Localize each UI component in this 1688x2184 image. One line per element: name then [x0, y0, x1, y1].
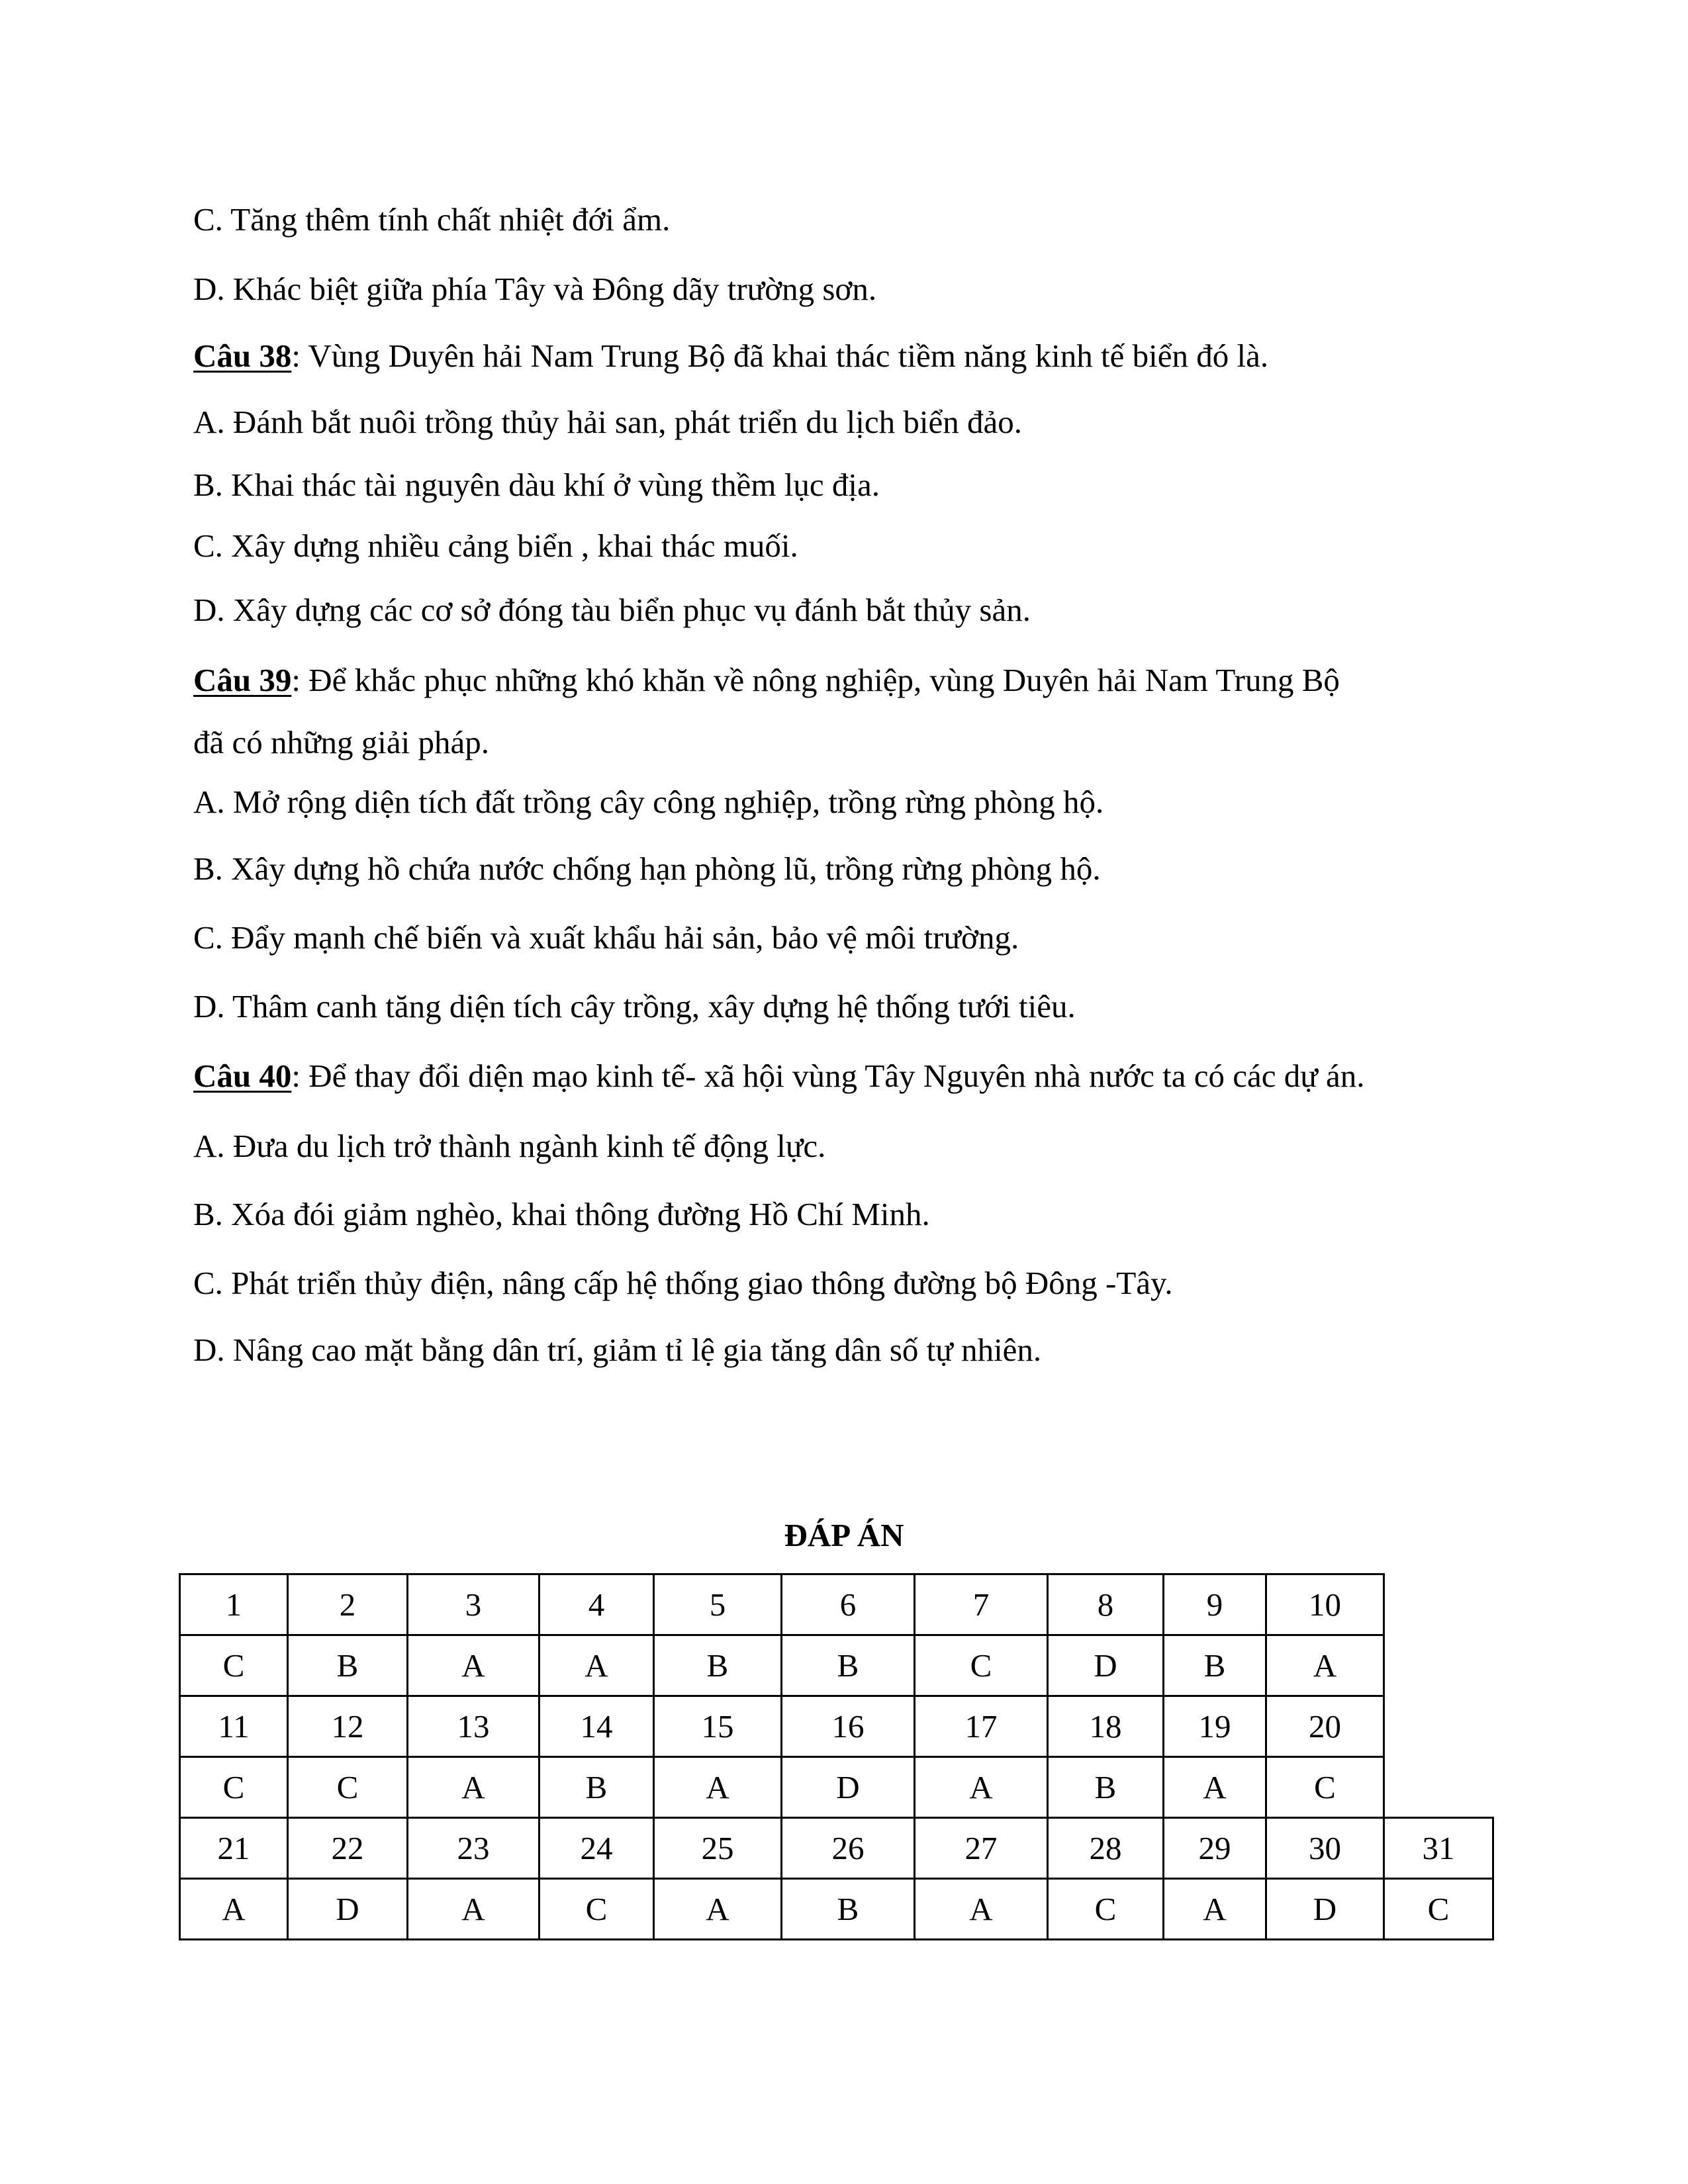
question-label: Câu 39: [193, 662, 292, 698]
question-number-cell: 25: [654, 1818, 782, 1879]
empty-cell: [1384, 1635, 1493, 1696]
empty-cell: [1384, 1696, 1493, 1757]
question-number-cell: 10: [1266, 1574, 1384, 1635]
table-row: [180, 1574, 1493, 1635]
answer-cell: C: [1048, 1879, 1164, 1940]
answer-cell: A: [654, 1879, 782, 1940]
question-number-cell: 9: [1164, 1574, 1266, 1635]
table-row: [180, 1879, 1493, 1940]
answer-cell: A: [1266, 1635, 1384, 1696]
answer-cell: C: [180, 1635, 288, 1696]
answer-cell: A: [408, 1879, 539, 1940]
answer-cell: A: [408, 1635, 539, 1696]
question-label: Câu 40: [193, 1058, 292, 1094]
answer-cell: C: [1266, 1757, 1384, 1818]
empty-cell: [1384, 1574, 1493, 1635]
answer-cell: B: [782, 1879, 915, 1940]
answer-cell: D: [1266, 1879, 1384, 1940]
answer-cell: A: [180, 1879, 288, 1940]
option-b: B. Khai thác tài nguyên dàu khí ở vùng thềm lục địa.: [193, 467, 880, 503]
question-text: : Vùng Duyên hải Nam Trung Bộ đã khai thác tiềm năng kinh tế biển đó là.: [291, 338, 1269, 374]
question-number-cell: 31: [1384, 1818, 1493, 1879]
option-a: A. Đưa du lịch trở thành ngành kinh tế động lực.: [193, 1128, 826, 1164]
question-number-cell: 11: [180, 1696, 288, 1757]
answer-cell: B: [288, 1635, 408, 1696]
answer-cell: C: [539, 1879, 654, 1940]
question-number-cell: 19: [1164, 1696, 1266, 1757]
question-number-cell: 18: [1048, 1696, 1164, 1757]
question-number-cell: 15: [654, 1696, 782, 1757]
answer-cell: D: [1048, 1635, 1164, 1696]
question-text-continued: đã có những giải pháp.: [193, 724, 490, 760]
question-number-cell: 23: [408, 1818, 539, 1879]
option-c: C. Xây dựng nhiều cảng biển , khai thác muối.: [193, 527, 798, 564]
answer-key-table: [179, 1573, 1494, 1940]
question-text: : Để khắc phục những khó khăn về nông nghiệp, vùng Duyên hải Nam Trung Bộ: [291, 662, 1340, 698]
question-number-cell: 30: [1266, 1818, 1384, 1879]
question-number-cell: 5: [654, 1574, 782, 1635]
question-number-cell: 4: [539, 1574, 654, 1635]
option-c: C. Tăng thêm tính chất nhiệt đới ẩm.: [193, 201, 671, 238]
table-row: [180, 1757, 1493, 1818]
question-number-cell: 12: [288, 1696, 408, 1757]
option-a: A. Đánh bắt nuôi trồng thủy hải san, phát triển du lịch biển đảo.: [193, 404, 1022, 440]
question-number-cell: 22: [288, 1818, 408, 1879]
question-number-cell: 28: [1048, 1818, 1164, 1879]
answer-key-title: ĐÁP ÁN: [784, 1517, 904, 1553]
option-d: D. Xây dựng các cơ sở đóng tàu biển phục vụ đánh bắt thủy sản.: [193, 592, 1031, 628]
question-number-cell: 26: [782, 1818, 915, 1879]
question-number-cell: 6: [782, 1574, 915, 1635]
answer-cell: A: [915, 1757, 1048, 1818]
question-text: : Để thay đổi diện mạo kinh tế- xã hội vùng Tây Nguyên nhà nước ta có các dự án.: [291, 1058, 1365, 1094]
option-a: A. Mở rộng diện tích đất trồng cây công nghiệp, trồng rừng phòng hộ.: [193, 784, 1104, 820]
answer-cell: B: [539, 1757, 654, 1818]
answer-cell: A: [408, 1757, 539, 1818]
empty-cell: [1384, 1757, 1493, 1818]
answer-cell: B: [1164, 1635, 1266, 1696]
question-number-cell: 14: [539, 1696, 654, 1757]
question-number-cell: 21: [180, 1818, 288, 1879]
answer-cell: A: [1164, 1879, 1266, 1940]
option-b: B. Xóa đói giảm nghèo, khai thông đường Hồ Chí Minh.: [193, 1196, 930, 1232]
question-number-cell: 1: [180, 1574, 288, 1635]
answer-cell: C: [180, 1757, 288, 1818]
answer-cell: C: [1384, 1879, 1493, 1940]
question-39: [193, 660, 1340, 700]
question-number-cell: 8: [1048, 1574, 1164, 1635]
question-38: [193, 336, 1268, 376]
table-row: [180, 1818, 1493, 1879]
question-number-cell: 29: [1164, 1818, 1266, 1879]
answer-cell: D: [288, 1879, 408, 1940]
question-number-cell: 20: [1266, 1696, 1384, 1757]
option-c: C. Phát triển thủy điện, nâng cấp hệ thống giao thông đường bộ Đông -Tây.: [193, 1265, 1173, 1301]
question-number-cell: 7: [915, 1574, 1048, 1635]
option-d: D. Nâng cao mặt bằng dân trí, giảm tỉ lệ gia tăng dân số tự nhiên.: [193, 1332, 1042, 1368]
answer-cell: A: [654, 1757, 782, 1818]
option-d: D. Thâm canh tăng diện tích cây trồng, xây dựng hệ thống tưới tiêu.: [193, 988, 1076, 1024]
question-40: [193, 1056, 1365, 1096]
question-number-cell: 24: [539, 1818, 654, 1879]
question-number-cell: 27: [915, 1818, 1048, 1879]
table-row: [180, 1696, 1493, 1757]
option-d: D. Khác biệt giữa phía Tây và Đông dãy trường sơn.: [193, 271, 877, 307]
question-number-cell: 13: [408, 1696, 539, 1757]
question-number-cell: 17: [915, 1696, 1048, 1757]
answer-cell: B: [1048, 1757, 1164, 1818]
option-b: B. Xây dựng hồ chứa nước chống hạn phòng lũ, trồng rừng phòng hộ.: [193, 850, 1101, 887]
table-row: [180, 1635, 1493, 1696]
option-c: C. Đẩy mạnh chế biến và xuất khẩu hải sản, bảo vệ môi trường.: [193, 919, 1019, 956]
question-label: Câu 38: [193, 338, 292, 374]
question-number-cell: 2: [288, 1574, 408, 1635]
answer-cell: B: [654, 1635, 782, 1696]
answer-cell: D: [782, 1757, 915, 1818]
question-number-cell: 16: [782, 1696, 915, 1757]
answer-cell: C: [915, 1635, 1048, 1696]
answer-cell: A: [1164, 1757, 1266, 1818]
answer-cell: B: [782, 1635, 915, 1696]
answer-cell: A: [539, 1635, 654, 1696]
question-number-cell: 3: [408, 1574, 539, 1635]
answer-cell: C: [288, 1757, 408, 1818]
answer-cell: A: [915, 1879, 1048, 1940]
